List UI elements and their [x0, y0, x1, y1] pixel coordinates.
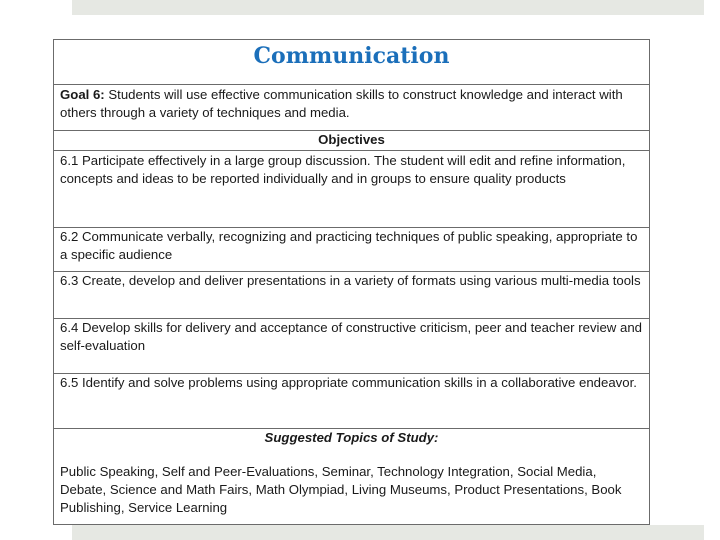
goal-label: Goal 6:	[60, 87, 105, 102]
top-decor-bar	[72, 0, 704, 15]
objectives-heading: Objectives	[54, 131, 650, 151]
objective-row	[54, 228, 650, 272]
goal-cell	[54, 85, 650, 131]
goal-text: Students will use effective communication skills to construct knowledge and interact with others through a variety of techniques and media.	[60, 87, 623, 120]
objective-text: 6.5 Identify and solve problems using appropriate communication skills in a collaborative endeavor.	[54, 374, 650, 429]
goal-row	[54, 85, 650, 131]
objective-row	[54, 151, 650, 228]
objective-text: 6.1 Participate effectively in a large group discussion. The student will edit and refine information, concepts and ideas to be reported individually and in groups to ensure quality products	[54, 151, 650, 228]
objective-row	[54, 272, 650, 319]
bottom-decor-bar	[72, 525, 704, 540]
topics-text: Public Speaking, Self and Peer-Evaluations, Seminar, Technology Integration, Social Media, Debate, Science and Math Fairs, Math Olympiad, Living Museums, Product Presentations, Book Publishing, Service Learning	[60, 464, 622, 515]
topics-cell	[54, 429, 650, 525]
objectives-heading-row	[54, 131, 650, 151]
objective-row	[54, 319, 650, 374]
objective-text: 6.4 Develop skills for delivery and acceptance of constructive criticism, peer and teacher review and self-evaluation	[54, 319, 650, 374]
page-title: Communication	[53, 39, 650, 85]
objective-text: 6.2 Communicate verbally, recognizing and practicing techniques of public speaking, appropriate to a specific audience	[54, 228, 650, 272]
topics-row	[54, 429, 650, 525]
objective-text: 6.3 Create, develop and deliver presentations in a variety of formats using various multi-media tools	[54, 272, 650, 319]
goal-table	[53, 84, 650, 525]
topics-heading: Suggested Topics of Study:	[264, 430, 439, 445]
objective-row	[54, 374, 650, 429]
